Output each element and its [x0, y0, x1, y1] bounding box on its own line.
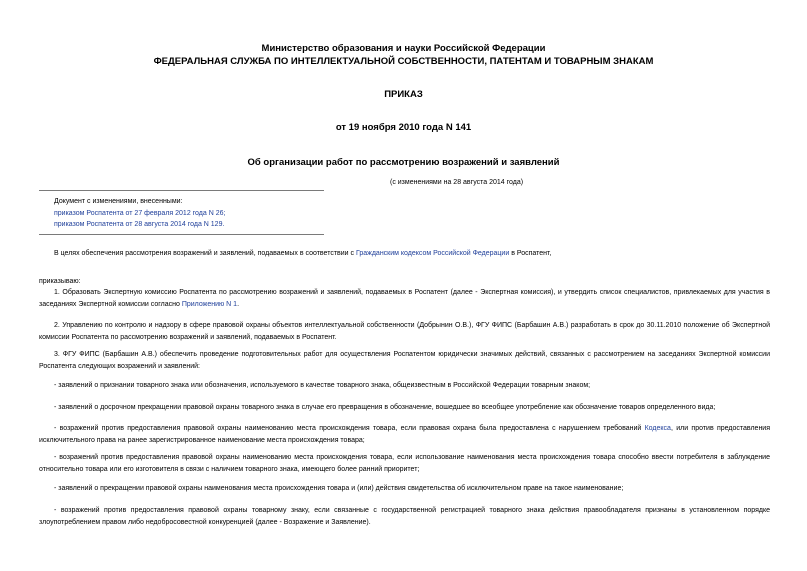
- document-date-number: от 19 ноября 2010 года N 141: [335, 122, 472, 133]
- paragraph-1-end: .: [237, 300, 240, 308]
- amendments-intro: Документ с изменениями, внесенными:: [54, 198, 183, 205]
- list-item-4: - возражений против предоставления правовой охраны наименованию места происхождения товара, если использование наименования места происхождения товара способно ввести потребителя в заблуждение относительно товара или его изготовителя в связи с наличием товарного знака, имеющего более ранний приоритет;: [39, 454, 770, 473]
- document-title: Об организации работ по рассмотрению возражений и заявлений: [247, 157, 560, 168]
- document-type: ПРИКАЗ: [384, 89, 423, 100]
- list-item-2: - заявлений о досрочном прекращении правовой охраны товарного знака в случае его превращения в обозначение, вошедшее во всеобщее употребление как обозначение товаров определенного вида;: [54, 404, 716, 411]
- preamble-text-start: В целях обеспечения рассмотрения возражений и заявлений, подаваемых в соответствии с: [54, 250, 356, 257]
- list-item-3-start: - возражений против предоставления правовой охраны наименованию места происхождения товара, если правовая охрана была предоставлена с нарушением требований: [54, 425, 645, 432]
- order-word: приказываю:: [39, 278, 81, 285]
- list-item-3-end: , или против предоставления исключительного права на ранее зарегистрированное наименование места происхождения товара;: [39, 425, 771, 444]
- amendment-link-1[interactable]: приказом Роспатента от 27 февраля 2012 года N 26;: [54, 210, 226, 217]
- service-heading: ФЕДЕРАЛЬНАЯ СЛУЖБА ПО ИНТЕЛЛЕКТУАЛЬНОЙ СОБСТВЕННОСТИ, ПАТЕНТАМ И ТОВАРНЫМ ЗНАКАМ: [153, 56, 654, 67]
- list-item-1: - заявлений о признании товарного знака или обозначения, используемого в качестве товарного знака, общеизвестным в Российской Федерации товарным знаком;: [54, 382, 591, 389]
- amendment-link-2[interactable]: приказом Роспатента от 28 августа 2014 года N 129.: [54, 221, 225, 228]
- list-item-3: [39, 423, 770, 446]
- paragraph-2: 2. Управлению по контролю и надзору в сфере правовой охраны объектов интеллектуальной собственности (Добрынин О.В.), ФГУ ФИПС (Барбашин А.В.) разработать в срок до 30.11.2010 положение об Экспертной комиссии Роспатента по рассмотрению возражений и заявлений, подаваемых в Роспатент.: [39, 322, 770, 341]
- amendments-top-divider: [39, 190, 324, 191]
- appendix-1-link[interactable]: Приложению N 1: [181, 300, 238, 308]
- changes-note: (с изменениями на 28 августа 2014 года): [390, 179, 524, 186]
- amendments-bottom-divider: [39, 234, 324, 235]
- paragraph-1: [39, 287, 770, 310]
- ministry-heading: Министерство образования и науки Российской Федерации: [261, 43, 546, 54]
- preamble-paragraph: [39, 248, 770, 260]
- list-item-6: - возражений против предоставления правовой охраны товарному знаку, если связанные с государственной регистрацией товарного знака действия правообладателя признаны в установленном порядке злоупотреблением правом либо недобросовестной конкуренцией (далее - Возражение и Заявление).: [39, 507, 770, 526]
- preamble-text-end: в Роспатент,: [509, 250, 552, 257]
- paragraph-1-start: 1. Образовать Экспертную комиссию Роспатента по рассмотрению возражений и заявлений, подаваемых в Роспатент (далее - Экспертная комиссия), и утвердить список специалистов, привлекаемых для участия в заседаниях Экспертной комиссии согласно: [39, 289, 770, 308]
- paragraph-3: 3. ФГУ ФИПС (Барбашин А.В.) обеспечить проведение подготовительных работ для осуществления Роспатентом юридически значимых действий, связанных с рассмотрением на заседаниях Экспертной комиссии Роспатента следующих возражений и заявлений:: [39, 351, 770, 370]
- civil-code-link[interactable]: Гражданским кодексом Российской Федерации: [355, 250, 510, 257]
- list-item-5: - заявлений о прекращении правовой охраны наименования места происхождения товара и (или) действия свидетельства об исключительном праве на такое наименование;: [54, 485, 624, 492]
- code-link[interactable]: Кодекса: [644, 425, 671, 432]
